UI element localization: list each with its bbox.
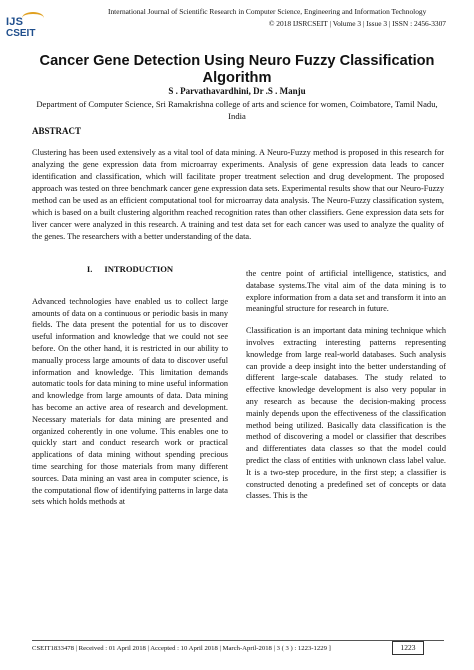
abstract-heading: ABSTRACT <box>32 126 82 136</box>
section-title: INTRODUCTION <box>104 264 174 274</box>
intro-paragraph-2: Classification is an important data mining technique which involves extracting interesting patterns representing knowledge from large real-world databases. Such analysis can provide a deep insight into the better understanding of different large-scale databases. The study related to effective knowledge development is also very popular in any research as because the decision-making process mainly depends upon the effectiveness of the classification method being utilized. Basically data classification is the method of discovering a model or classifier that describes and differentiates data classes so that the model could predict the class of entities with unknown class label value. It is a two-step procedure, in the first step; a classifier is constructed denoting a predefined set of concepts or data classes. This is the <box>246 326 446 501</box>
footer-rule <box>32 640 444 641</box>
footer-citation: CSEIT1833478 | Received : 01 April 2018 | Accepted : 10 April 2018 | March-April-2018 | 3 ( 3 ) : 1223-1229 ] <box>32 645 331 652</box>
left-column <box>32 264 228 508</box>
page-number: 1223 <box>392 641 424 655</box>
affiliation: Department of Computer Science, Sri Ramakrishna college of arts and science for women, Coimbatore, Tamil Nadu, India <box>36 99 438 121</box>
journal-name: International Journal of Scientific Research in Computer Science, Engineering and Information Technology <box>108 7 427 16</box>
abstract-text: Clustering has been used extensively as a vital tool of data mining. A Neuro-Fuzzy method is proposed in this research for analyzing the gene expression data from microarray experiments. Analysis of gene expression data leads to cancer identification and classification, which will facilitate proper treatment selection and drug development. The proposed approach was tested on three benchmark cancer gene expression data sets. Experimental results show that our Neuro-Fuzzy method can be used as an efficient computational tool for microarray data analysis. The Neuro-Fuzzy classification system, which is based on a built clustering algorithm reached recognition rates than other classifiers. Gene expression data sets for liver cancer were analyzed in this research. A training and test data set for each cancer was used to analyze the quality of the genes. The researchers with a better understanding of the data. <box>32 148 444 241</box>
volume-info: © 2018 IJSRCSEIT | Volume 3 | Issue 3 | ISSN : 2456-3307 <box>268 19 446 28</box>
journal-logo <box>6 16 46 50</box>
logo-swoosh <box>22 12 44 24</box>
right-column <box>246 268 446 502</box>
intro-paragraph-continued: the centre point of artificial intelligence, statistics, and database systems.The vital aim of the data mining is to explore information from a data set and transform it into an meaningful structure for research in future. <box>246 269 446 314</box>
paper-authors: S . Parvathavardhini, Dr .S . Manju <box>168 86 306 96</box>
logo-text-bottom: CSEIT <box>6 28 36 39</box>
section-number: I. <box>86 264 93 274</box>
intro-paragraph-1: Advanced technologies have enabled us to collect large amounts of data on a continuous or periodic basis in many fields. The data present the potential for us to discover useful information and knowledge that we could not see before. On the other hand, it is restricted in our ability to manually process large amounts of data to discover useful information and knowledge. This limitation demands automatic tools for data mining to mine useful information and knowledge from large amounts of data. Data mining has become an active area of research and development. Necessary materials for data mining are presented and organized coherently in one volume. This enables one to quickly start and conduct research work or practical applications of data mining without spending precious time searching for those materials from many different sources. Data mining an vast area in computer science, is the computational flow of identifying patterns in large data sets which holds methods at <box>32 296 228 507</box>
logo-text-top: IJS <box>6 16 24 28</box>
section-heading <box>32 264 228 276</box>
paper-title: Cancer Gene Detection Using Neuro Fuzzy Classification Algorithm <box>39 53 435 86</box>
